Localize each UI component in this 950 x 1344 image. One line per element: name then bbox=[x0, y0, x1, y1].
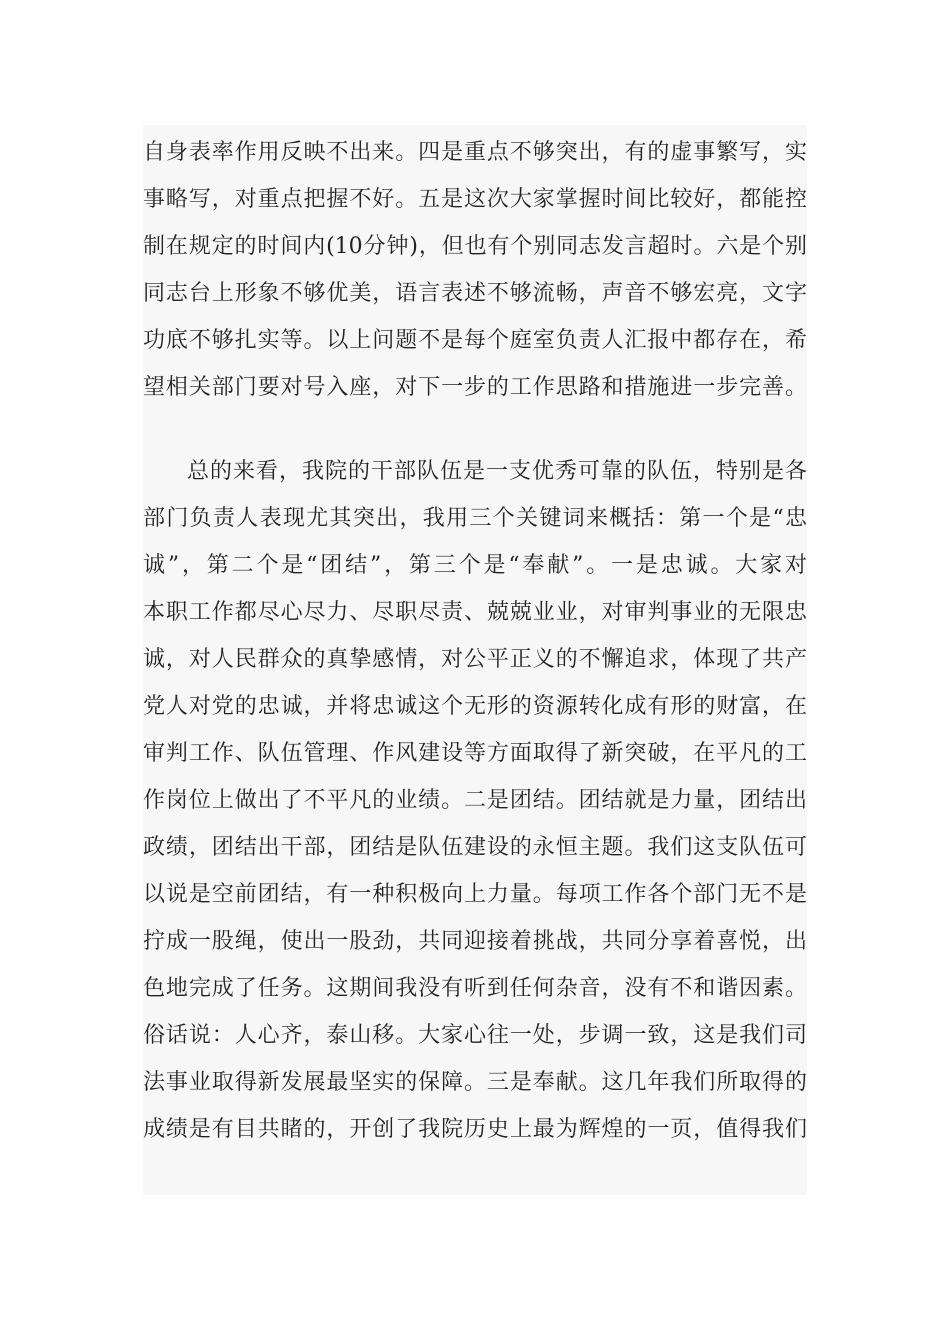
paragraph-2-line-3: 诚”，第二个是“团结”，第三个是“奉献”。一是忠诚。大家对 bbox=[143, 553, 807, 578]
paragraph-2-line-12: 色地完成了任务。这期间我没有听到任何杂音，没有不和谐因素。 bbox=[143, 976, 807, 1001]
paragraph-2-line-8: 作岗位上做出了不平凡的业绩。二是团结。团结就是力量，团结出 bbox=[143, 788, 807, 813]
paragraph-2-line-15: 成绩是有目共睹的，开创了我院历史上最为辉煌的一页，值得我们 bbox=[143, 1117, 807, 1142]
paragraph-1-line-4: 同志台上形象不够优美，语言表述不够流畅，声音不够宏亮，文字 bbox=[143, 281, 807, 306]
paragraph-2-line-6: 党人对党的忠诚，并将忠诚这个无形的资源转化成有形的财富，在 bbox=[143, 694, 807, 719]
paragraph-2-line-11: 拧成一股绳，使出一股劲，共同迎接着挑战，共同分享着喜悦，出 bbox=[143, 929, 807, 954]
paragraph-2-line-7: 审判工作、队伍管理、作风建设等方面取得了新突破，在平凡的工 bbox=[143, 741, 807, 766]
paragraph-2-line-9: 政绩，团结出干部，团结是队伍建设的永恒主题。我们这支队伍可 bbox=[143, 835, 807, 860]
paragraph-1-line-6: 望相关部门要对号入座，对下一步的工作思路和措施进一步完善。 bbox=[143, 375, 807, 400]
paragraph-2-line-13: 俗话说：人心齐，泰山移。大家心往一处，步调一致，这是我们司 bbox=[143, 1023, 807, 1048]
paragraph-2-line-1: 总的来看，我院的干部队伍是一支优秀可靠的队伍，特别是各 bbox=[187, 459, 807, 484]
paragraph-2-line-4: 本职工作都尽心尽力、尽职尽责、兢兢业业，对审判事业的无限忠 bbox=[143, 600, 807, 625]
paragraph-1-line-1: 自身表率作用反映不出来。四是重点不够突出，有的虚事繁写，实 bbox=[143, 140, 807, 165]
paragraph-1-line-5: 功底不够扎实等。以上问题不是每个庭室负责人汇报中都存在，希 bbox=[143, 328, 807, 353]
paragraph-1-line-2: 事略写，对重点把握不好。五是这次大家掌握时间比较好，都能控 bbox=[143, 187, 807, 212]
paragraph-2-line-5: 诚，对人民群众的真挚感情，对公平正义的不懈追求，体现了共产 bbox=[143, 647, 807, 672]
document-body bbox=[143, 125, 807, 1195]
paragraph-2-line-2: 部门负责人表现尤其突出，我用三个关键词来概括：第一个是“忠 bbox=[143, 506, 807, 531]
paragraph-2-line-10: 以说是空前团结，有一种积极向上力量。每项工作各个部门无不是 bbox=[143, 882, 807, 907]
paragraph-2-line-14: 法事业取得新发展最坚实的保障。三是奉献。这几年我们所取得的 bbox=[143, 1070, 807, 1095]
paragraph-1-line-3: 制在规定的时间内(10分钟)，但也有个别同志发言超时。六是个别 bbox=[143, 234, 807, 259]
